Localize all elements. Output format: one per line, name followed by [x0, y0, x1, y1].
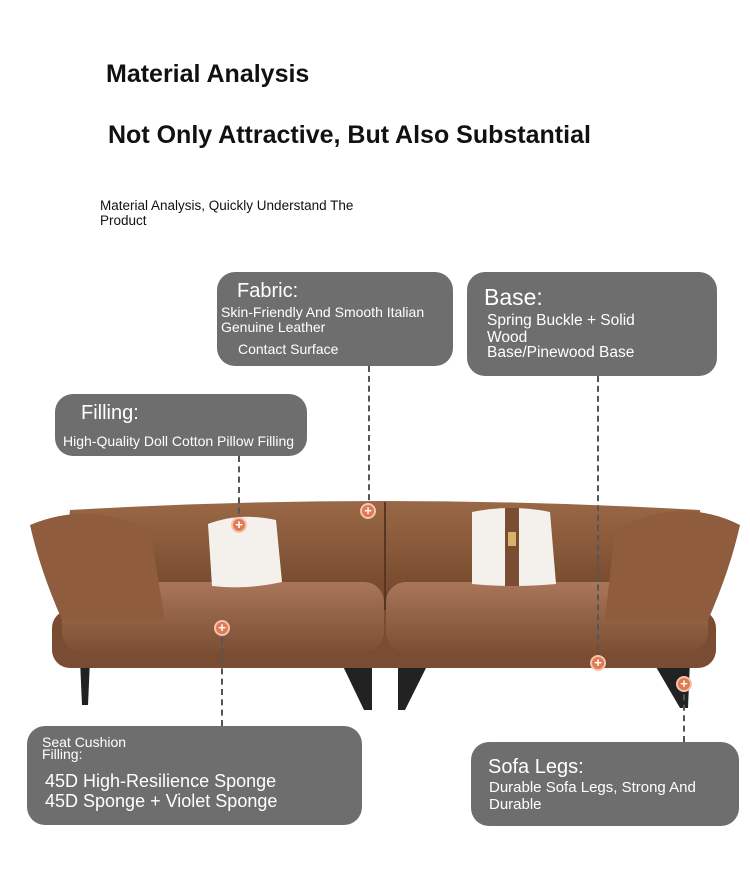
seat-line-2: 45D Sponge + Violet Sponge	[45, 791, 278, 811]
filling-leader	[238, 456, 240, 524]
sofa-image	[0, 490, 750, 720]
filling-card	[55, 394, 307, 456]
fabric-line-1: Skin-Friendly And Smooth Italian	[221, 304, 425, 320]
fabric-card	[217, 272, 453, 366]
seat-title-2: Filling:	[42, 746, 83, 762]
base-leader	[597, 376, 599, 660]
filling-marker-icon: +	[231, 517, 247, 533]
base-line-1: Spring Buckle + Solid	[487, 312, 635, 329]
page-tagline: Not Only Attractive, But Also Substantial	[108, 121, 591, 149]
seat-marker-icon: +	[214, 620, 230, 636]
page-subtitle: Material Analysis, Quickly Understand The Product	[100, 198, 354, 228]
legs-line-1: Durable Sofa Legs, Strong And	[489, 779, 696, 796]
base-title: Base:	[484, 284, 543, 310]
fabric-title: Fabric:	[237, 280, 299, 302]
fabric-marker-icon: +	[360, 503, 376, 519]
seat-leader	[221, 627, 223, 726]
base-line-2: Wood	[487, 329, 528, 346]
base-line-3: Base/Pinewood Base	[487, 344, 635, 361]
fabric-leader	[368, 366, 370, 510]
seat-cushion-card	[27, 726, 362, 825]
sofa-legs-card	[471, 742, 739, 826]
legs-line-2: Durable	[489, 796, 542, 813]
sofa-arm-left	[30, 514, 165, 620]
legs-title: Sofa Legs:	[488, 756, 584, 778]
legs-marker-icon: +	[676, 676, 692, 692]
fabric-line-2: Genuine Leather	[221, 319, 326, 335]
fabric-line-3: Contact Surface	[238, 341, 339, 357]
page-title: Material Analysis	[106, 60, 310, 88]
base-card	[467, 272, 717, 376]
sofa-arm-right	[605, 511, 740, 620]
seat-line-1: 45D High-Resilience Sponge	[45, 771, 277, 791]
seat-title-1: Seat Cushion	[42, 734, 127, 750]
legs-leader	[683, 684, 685, 742]
filling-line-1: High-Quality Doll Cotton Pillow Filling	[63, 433, 295, 449]
base-marker-icon: +	[590, 655, 606, 671]
filling-title: Filling:	[81, 402, 139, 424]
